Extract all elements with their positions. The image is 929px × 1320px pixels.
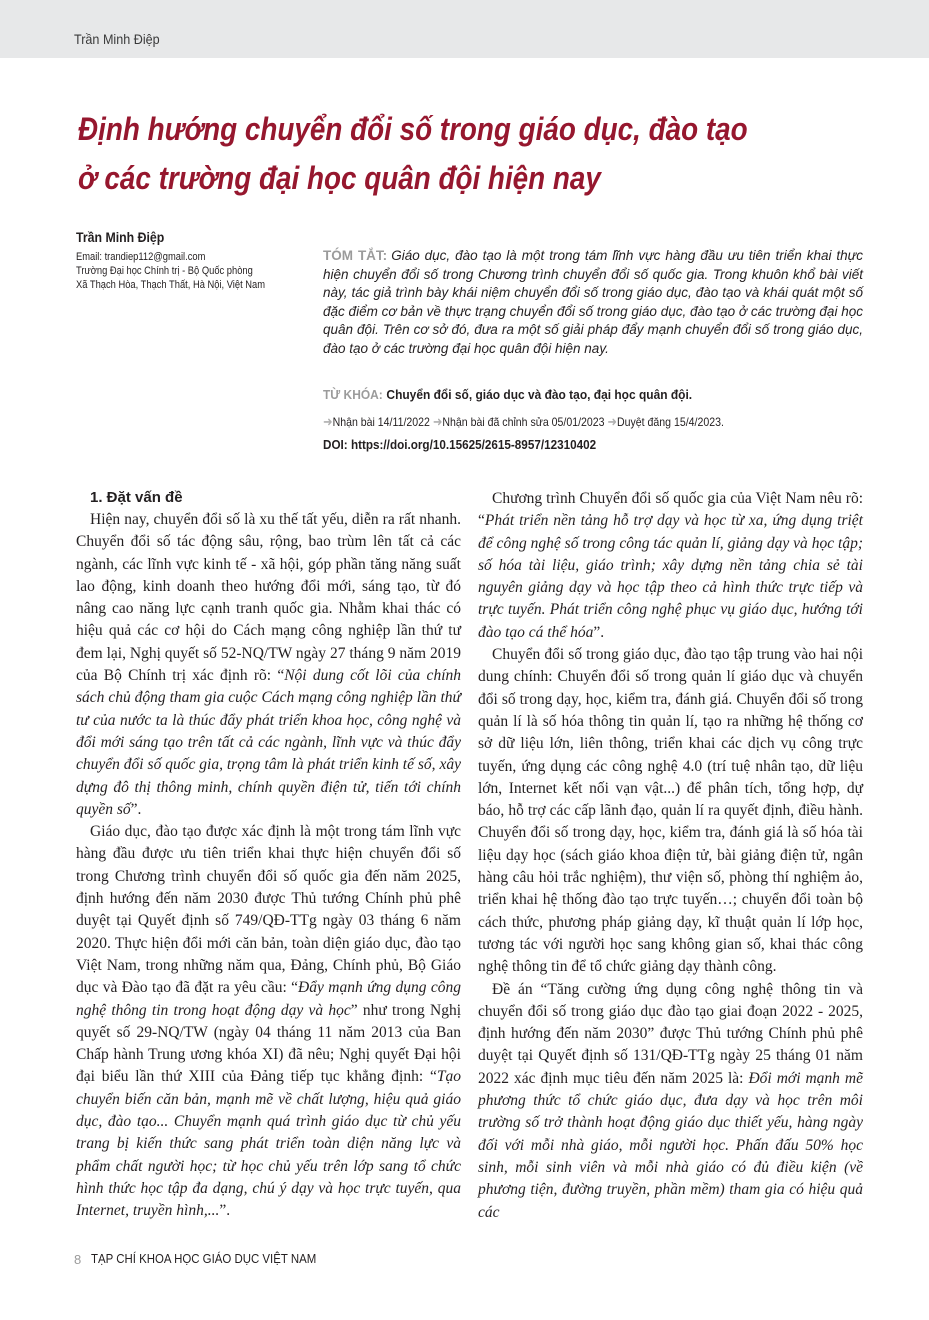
quote-text: Tạo chuyển biến căn bản, mạnh mẽ về chất lượng, hiệu quả giáo dục, đào tạo... Chuyển mạnh quá trình giáo dục từ chủ yếu trang bị kiến thức sang phát triển toàn diện năng lực và phẩm chất người học; từ học chủ yếu trên lớp sang tổ chức hình thức học tập đa dạng, chú ý dạy và học trực tuyến, qua Internet, truyền hình,... bbox=[76, 1068, 461, 1220]
title-line-1: Định hướng chuyển đổi số trong giáo dục, đào tạo bbox=[78, 111, 748, 147]
paragraph bbox=[478, 488, 863, 644]
author-email: Email: trandiep112@gmail.com bbox=[76, 251, 206, 263]
keywords-label: TỪ KHÓA: bbox=[323, 387, 383, 402]
quote-text: Phát triển nền tảng hỗ trợ dạy và học từ xa, ứng dụng triệt để công nghệ số trong công tác quản lí, giảng dạy và học tập; số hóa tài liệu, giáo trình; xây dựng nền tảng chia sẻ tài nguyên giảng dạy và học tập theo cả hình thức trực tiếp và trực tuyến. Phát triển công nghệ phục vụ giáo dục, hướng tới đào tạo cá thể hóa bbox=[478, 512, 863, 641]
abstract-text: Giáo dục, đào tạo là một trong tám lĩnh vực hàng đầu ưu tiên triển khai thực hiện chuyển đổi số trong Chương trình chuyển đổi số quốc gia. Trong khuôn khổ bài viết này, tác giả trình bày khái niệm chuyển đổi số trong giáo dục, đào tạo và khái quát một số đặc điểm cơ bản về thực trạng chuyển đổi số trong giáo dục, đào tạo ở các trường đại học quân đội. Trên cơ sở đó, đưa ra một số giải pháp đẩy mạnh chuyển đổi số trong giáo dục, đào tạo ở các trường đại học quân đội hiện nay. bbox=[323, 248, 863, 356]
arrow-right-icon: ➜ bbox=[607, 414, 618, 429]
journal-name: TẠP CHÍ KHOA HỌC GIÁO DỤC VIỆT NAM bbox=[91, 1251, 317, 1266]
paragraph-text: ”. bbox=[130, 800, 142, 818]
paragraph-text: Giáo dục, đào tạo được xác định là một trong tám lĩnh vực hàng đầu được ưu tiên triển khai thực hiện chuyển đổi số trong Chương trình chuyển đổi số quốc gia đến năm 2025, định hướng đến năm 2030 được Thủ tướng Chính phủ phê duyệt tại Quyết định số 749/QĐ-TTg ngày 03 tháng 6 năm 2020. Thực hiện đổi mới căn bản, toàn diện giáo dục, đào tạo Việt Nam, trong những năm qua, Đảng, Chính phủ, Bộ Giáo dục và Đào tạo đã đặt ra yêu cầu: “ bbox=[76, 823, 461, 997]
date-received: Nhận bài 14/11/2022 bbox=[332, 415, 430, 429]
running-head: Trần Minh Điệp bbox=[74, 31, 160, 47]
paragraph: Chuyển đổi số trong giáo dục, đào tạo tập trung vào hai nội dung chính: Chuyển đổi số trong quản lí giáo dục và chuyển đổi số trong dạy, học, kiểm tra, đánh giá. Chuyển đổi số trong quản lí là số hóa thông tin quản lí, tạo ra những hệ thống cơ sở dữ liệu lớn, liên thông, triển khai các dịch vụ công trực tuyến, ứng dụng các công nghệ 4.0 (trí tuệ nhân tạo, dữ liệu lớn, Internet kết nối vạn vật...) để phân tích, tổng hợp, dự báo, hỗ trợ các cấp lãnh đạo, quản lí ra quyết định, điều hành. Chuyển đổi số trong dạy, học, kiểm tra, đánh giá là số hóa tài liệu dạy học (sách giáo khoa điện tử, bài giảng điện tử, ngân hàng câu hỏi trắc nghiệm), thư viện số, phòng thí nghiệm ảo, triển khai hệ thống đào tạo trực tuyến…; chuyển đổi toàn bộ cách thức, phương pháp giảng dạy, kĩ thuật quản lí lớp học, tương tác với người học sang không gian số, khai thác công nghệ thông tin để tổ chức giảng dạy thành công. bbox=[478, 646, 863, 976]
quote-text: Nội dung cốt lõi của chính sách chủ động tham gia cuộc Cách mạng công nghiệp lần thứ tư của nước ta là thúc đẩy phát triển khoa học, công nghệ và đổi mới sáng tạo trên tất cả các ngành, lĩnh vực và thúc đẩy chuyển đổi số quốc gia, trọng tâm là phát triển kinh tế số, xây dựng đô thị thông minh, chính quyền điện tử, tiến tới chính quyền số bbox=[76, 667, 461, 818]
paragraph-text: ”. bbox=[219, 1202, 231, 1220]
paragraph bbox=[76, 509, 461, 821]
doi-link[interactable]: DOI: https://doi.org/10.15625/2615-8957/12310402 bbox=[323, 437, 597, 452]
article-title bbox=[78, 105, 774, 203]
page-number: 8 bbox=[74, 1252, 82, 1267]
left-column bbox=[76, 488, 461, 1223]
paragraph-text: ” như trong Nghị quyết số 29-NQ/TW (ngày 04 tháng 11 năm 2013 của Ban Chấp hành Trung ương khóa XI) đã nêu; Nghị quyết Đại hội đại biểu lần thứ XIII của Đảng tiếp tục khẳng định: “ bbox=[76, 1001, 461, 1086]
section-heading: 1. Đặt vấn đề bbox=[90, 489, 183, 506]
keywords bbox=[323, 387, 875, 402]
date-accepted: Duyệt đăng 15/4/2023. bbox=[617, 415, 724, 429]
quote-text: Đổi mới mạnh mẽ phương thức tổ chức giáo dục, đưa dạy và học trên môi trường số trở thành hoạt động giáo dục thiết yếu, hàng ngày đối với mỗi nhà giáo, mỗi người học. Phấn đấu 50% học sinh, mỗi sinh viên và mỗi nhà giáo có đủ điều kiện (về phương tiện, đường truyền, phần mềm) tham gia có hiệu quả các bbox=[478, 1069, 863, 1221]
paragraph bbox=[76, 821, 461, 1222]
arrow-right-icon: ➜ bbox=[323, 414, 333, 429]
author-affiliation bbox=[76, 250, 289, 292]
quote-text: Đẩy mạnh ứng dụng công nghệ thông tin trong hoạt động dạy và học bbox=[76, 979, 461, 1019]
paragraph-text: Chương trình Chuyển đổi số quốc gia của Việt Nam nêu rõ: “ bbox=[478, 490, 863, 530]
affiliation-line-2: Xã Thạch Hòa, Thạch Thất, Hà Nội, Việt Nam bbox=[76, 279, 266, 291]
article-dates bbox=[323, 414, 869, 430]
header-bar bbox=[0, 0, 929, 58]
date-revised: Nhận bài đã chỉnh sửa 05/01/2023 bbox=[442, 415, 605, 429]
author-name: Trần Minh Điệp bbox=[76, 229, 165, 245]
arrow-right-icon: ➜ bbox=[432, 414, 443, 429]
abstract-label: TÓM TẮT: bbox=[323, 248, 388, 263]
abstract bbox=[323, 247, 863, 359]
paragraph-text: ”. bbox=[593, 623, 605, 641]
title-line-2: ở các trường đại học quân đội hiện nay bbox=[78, 160, 601, 196]
right-column bbox=[478, 488, 863, 1224]
affiliation-line-1: Trường Đại học Chính trị - Bộ Quốc phòng bbox=[76, 265, 253, 277]
paragraph-text: Hiện nay, chuyển đổi số là xu thế tất yếu, diễn ra rất nhanh. Chuyển đổi số tác động sâu, rộng, bao trùm lên tất cả các ngành, các lĩnh vực kinh tế - xã hội, góp phần tăng năng suất lao động, kinh doanh theo hướng đổi mới, sáng tạo, từ đó nâng cao năng lực cạnh tranh quốc gia. Nhằm khai thác có hiệu quả các cơ hội do Cách mạng công nghiệp lần thứ tư đem lại, Nghị quyết số 52-NQ/TW ngày 27 tháng 9 năm 2019 của Bộ Chính trị xác định rõ: “ bbox=[76, 511, 461, 685]
keywords-text: Chuyển đổi số, giáo dục và đào tạo, đại học quân đội. bbox=[386, 387, 693, 402]
paragraph-text: Đề án “Tăng cường ứng dụng công nghệ thông tin và chuyển đổi số trong giáo dục đào tạo giai đoạn 2022 - 2025, định hướng đến năm 2030” được Thủ tướng Chính phủ phê duyệt tại Quyết định số 131/QĐ-TTg ngày 25 tháng 01 năm 2022 xác định mục tiêu đến năm 2025 là: bbox=[478, 980, 863, 1087]
paragraph bbox=[478, 979, 863, 1224]
